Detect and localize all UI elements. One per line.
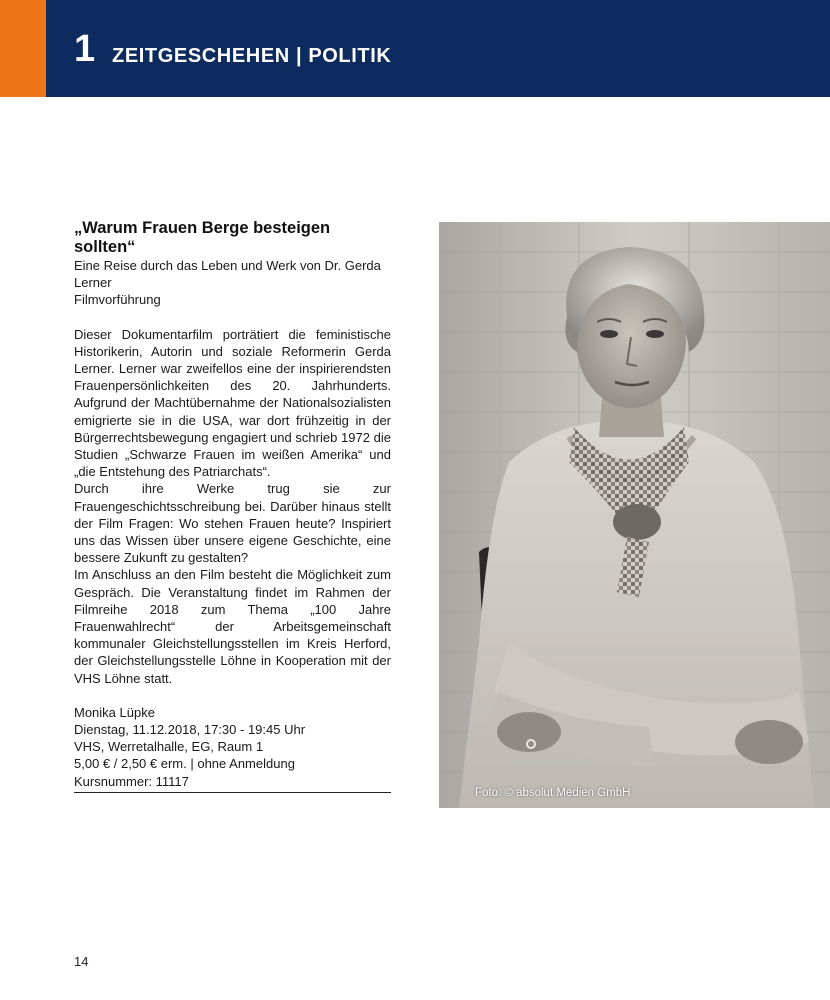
lecturer-name: Monika Lüpke xyxy=(74,704,155,720)
paragraph: Dieser Dokumentarfilm porträtiert die feministische Historikerin, Autorin und soziale Reformerin Gerda Lerner. Lerner war zweifellos eine der inspirierendsten Frauenpersönlichkeiten des 20. Jahrhunderts. Aufgrund der Machtübernahme der Nationalsozialisten emigrierte sie in die USA, war dort frühzeitig in der Bürgerrechtsbewegung engagiert und schrieb 1972 die Studien „Schwarze Frauen im weißen Amerika“ und „die Entstehung des Patriarchats“. xyxy=(74,326,391,480)
event-location: VHS, Werretalhalle, EG, Raum 1 xyxy=(74,739,264,755)
photo-credit: Foto: © absolut Medien GmbH xyxy=(475,787,631,799)
chapter-number: 1 xyxy=(74,28,96,70)
chapter-title: ZEITGESCHEHEN | POLITIK xyxy=(112,45,392,67)
chapter-accent-tab xyxy=(0,0,46,97)
article-title: „Warum Frauen Berge besteigen sollten“ xyxy=(74,219,331,256)
article-format: Filmvorführung xyxy=(74,292,161,308)
course-number: Kursnummer: 11117 xyxy=(74,773,189,789)
article-body xyxy=(74,326,391,687)
article-subtitle: Eine Reise durch das Leben und Werk von Dr. Gerda Lerner xyxy=(74,258,381,291)
event-datetime: Dienstag, 11.12.2018, 17:30 - 19:45 Uhr xyxy=(74,722,306,738)
event-price: 5,00 € / 2,50 € erm. | ohne Anmeldung xyxy=(74,756,295,772)
divider-line xyxy=(74,792,391,793)
paragraph: Im Anschluss an den Film besteht die Möglichkeit zum Gespräch. Die Veranstaltung findet im Rahmen der Filmreihe 2018 zum Thema „100 Jahre Frauenwahlrecht“ der Arbeitsgemeinschaft kommunaler Gleichstellungsstellen im Kreis Herford, der Gleichstellungsstelle Löhne in Kooperation mit der VHS Löhne statt. xyxy=(74,567,391,686)
course-details xyxy=(74,704,391,793)
article xyxy=(74,219,391,793)
chapter-header xyxy=(0,0,830,97)
portrait-photo xyxy=(439,222,830,808)
page-number: 14 xyxy=(74,954,89,969)
paragraph: Durch ihre Werke trug sie zur Frauengeschichtsschreibung bei. Darüber hinaus stellt der Film Fragen: Wo stehen Frauen heute? Inspiriert uns das Wissen über unsere eigene Geschichte, eine bessere Zukunft zu gestalten? xyxy=(74,481,391,566)
